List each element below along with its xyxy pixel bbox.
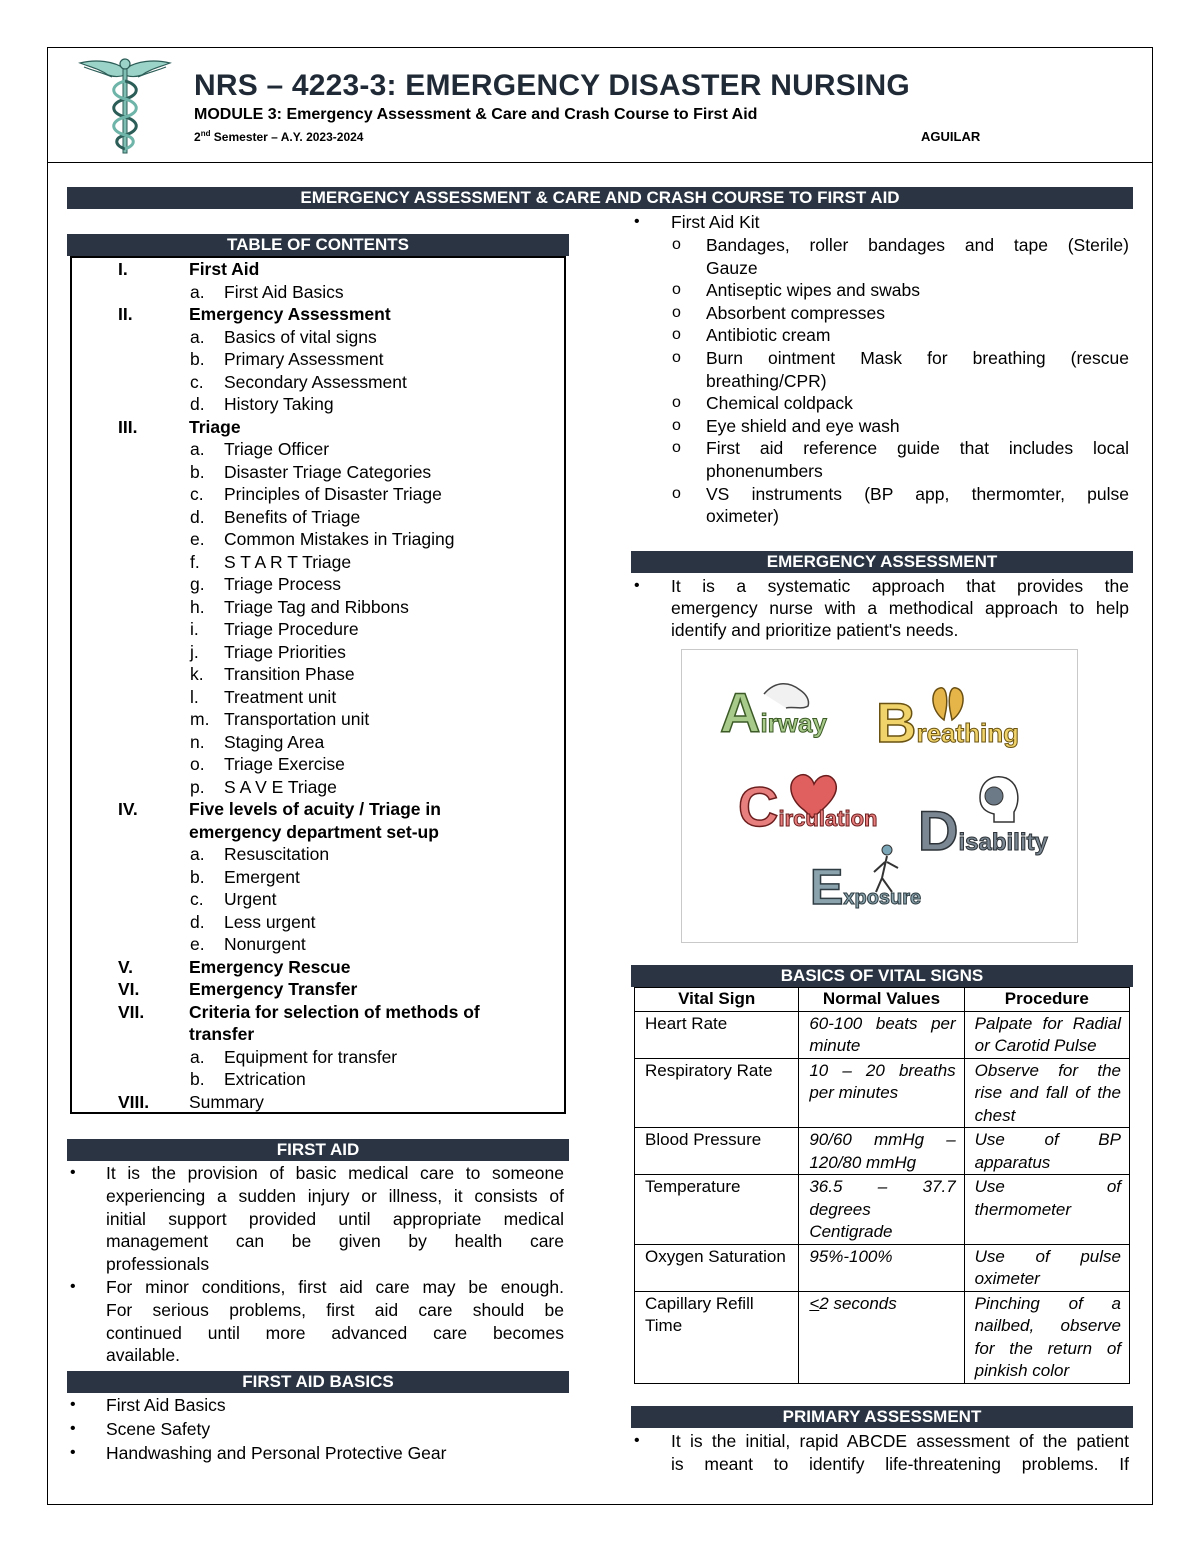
toc-entry <box>72 303 564 325</box>
list-item: VS instruments (BP app, thermomter, pulse <box>706 483 1129 504</box>
list-item: Handwashing and Personal Protective Gear <box>106 1443 447 1463</box>
toc-entry <box>72 888 564 910</box>
toc-number: I. <box>118 259 128 279</box>
toc-entry <box>72 281 564 303</box>
toc-subsection: S A V E Triage <box>224 776 337 797</box>
table-row <box>635 1244 1130 1291</box>
toc-number: VI. <box>118 979 140 999</box>
list-item: First aid reference guide that includes local <box>706 438 1129 459</box>
circle-bullet-icon: o <box>672 484 681 502</box>
toc-letter: a. <box>190 844 205 864</box>
normal-value-cell: 10 – 20 breaths per minutes <box>799 1058 964 1128</box>
table-header-row <box>635 988 1130 1012</box>
primary-assessment-line: It is the initial, rapid ABCDE assessment of the patient <box>671 1431 1129 1451</box>
toc-section-title: Emergency Transfer <box>189 979 358 999</box>
normal-value-cell: 95%-100% <box>799 1244 964 1291</box>
toc-entry <box>72 438 564 460</box>
toc-subsection: Equipment for transfer <box>224 1046 398 1067</box>
first-aid-heading: FIRST AID <box>67 1139 569 1161</box>
bullet-icon: • <box>634 1432 640 1449</box>
toc-entry <box>72 798 564 820</box>
toc-letter: a. <box>190 1046 205 1067</box>
toc-heading: TABLE OF CONTENTS <box>67 234 569 256</box>
table-row <box>635 1291 1130 1383</box>
toc-subsection: Urgent <box>224 889 277 909</box>
toc-letter: p. <box>190 776 205 797</box>
toc-entry <box>72 911 564 933</box>
toc-letter: f. <box>190 551 200 572</box>
toc-entry <box>72 641 564 663</box>
vital-sign-cell: Heart Rate <box>635 1011 799 1058</box>
list-item: breathing/CPR) <box>706 370 827 391</box>
toc-letter: h. <box>190 596 205 617</box>
circle-bullet-icon: o <box>672 416 681 434</box>
toc-letter: n. <box>190 731 205 752</box>
toc-letter: c. <box>190 889 204 909</box>
toc-entry <box>72 258 564 280</box>
emergency-assessment-line: It is a systematic approach that provides the <box>671 576 1129 596</box>
toc-entry <box>72 551 564 573</box>
circle-bullet-icon: o <box>672 236 681 253</box>
circle-bullet-icon: o <box>672 326 681 344</box>
list-item: First Aid Basics <box>106 1395 226 1415</box>
toc-section-title: Summary <box>189 1091 264 1112</box>
toc-entry <box>72 866 564 888</box>
procedure-cell: Palpate for Radial or Carotid Pulse <box>964 1011 1129 1058</box>
toc-subsection: Triage Procedure <box>224 619 359 639</box>
toc-subsection: Primary Assessment <box>224 349 384 369</box>
toc-letter: d. <box>190 394 205 414</box>
circle-bullet-icon: o <box>672 439 681 457</box>
bullet-icon: • <box>70 1396 76 1413</box>
toc-entry <box>72 1023 564 1045</box>
toc-subsection: Treatment unit <box>224 686 337 707</box>
toc-entry <box>72 731 564 753</box>
toc-subsection: Triage Tag and Ribbons <box>224 596 409 617</box>
toc-entry <box>72 1068 564 1090</box>
toc-entry <box>72 956 564 978</box>
list-item: phonenumbers <box>706 461 823 481</box>
bullet-icon: • <box>70 1420 76 1437</box>
bullet-icon: • <box>70 1278 76 1295</box>
toc-subsection: S T A R T Triage <box>224 551 352 572</box>
primary-assessment-line: is meant to identify life-threatening problems. If <box>671 1453 1129 1474</box>
toc-letter: k. <box>190 664 204 684</box>
first-aid-line: experiencing a sudden injury or illness, it consists of <box>106 1185 564 1206</box>
toc-subsection: Triage Officer <box>224 439 330 459</box>
toc-letter: a. <box>190 326 205 347</box>
header-divider <box>47 162 1153 163</box>
vital-sign-cell: Oxygen Saturation <box>635 1244 799 1291</box>
airway-label: Airway <box>720 681 827 744</box>
exposure-label: Exposure <box>810 859 922 915</box>
disability-label: Disability <box>918 799 1048 862</box>
toc-subsection: Triage Priorities <box>224 641 346 662</box>
list-item: Chemical coldpack <box>706 393 853 414</box>
toc-letter: b. <box>190 461 205 482</box>
toc-letter: e. <box>190 934 205 954</box>
procedure-cell: Use of pulse oximeter <box>964 1244 1129 1291</box>
toc-letter: i. <box>190 619 199 639</box>
procedure-cell: Use of thermometer <box>964 1175 1129 1245</box>
circulation-label: Circulation <box>738 775 878 838</box>
list-item: Eye shield and eye wash <box>706 415 900 436</box>
emergency-assessment-heading: EMERGENCY ASSESSMENT <box>631 551 1133 573</box>
module-subtitle: MODULE 3: Emergency Assessment & Care and Crash Course to First Aid <box>194 106 758 123</box>
toc-subsection: Triage Exercise <box>224 754 345 774</box>
toc-section-title: Criteria for selection of methods of <box>189 1001 480 1022</box>
toc-subsection: Triage Process <box>224 574 342 594</box>
toc-entry <box>72 708 564 730</box>
toc-subsection: Transition Phase <box>224 664 355 684</box>
first-aid-line: management can be given by health care <box>106 1231 564 1252</box>
table-row <box>635 1011 1130 1058</box>
toc-letter: d. <box>190 911 205 932</box>
list-item: Absorbent compresses <box>706 302 885 323</box>
list-item: oximeter) <box>706 506 779 527</box>
column-header: Procedure <box>964 988 1129 1012</box>
bullet-icon: • <box>70 1444 76 1461</box>
toc-section-title: Triage <box>189 416 241 437</box>
list-item: Antiseptic wipes and swabs <box>706 280 920 301</box>
toc-entry <box>72 933 564 955</box>
toc-entry <box>72 393 564 415</box>
author-name: AGUILAR <box>921 129 981 144</box>
toc-section-title: Emergency Assessment <box>189 304 391 324</box>
list-item: Bandages, roller bandages and tape (Sterile) <box>706 235 1129 255</box>
bullet-icon: • <box>634 213 640 230</box>
vital-sign-cell: Blood Pressure <box>635 1128 799 1175</box>
normal-value-cell: 36.5 – 37.7 degrees Centigrade <box>799 1175 964 1245</box>
bullet-icon: • <box>70 1164 76 1181</box>
toc-subsection: First Aid Basics <box>224 281 344 302</box>
toc-letter: c. <box>190 371 204 392</box>
toc-subsection: Extrication <box>224 1069 306 1089</box>
toc-entry <box>72 506 564 528</box>
toc-section-title: transfer <box>189 1024 255 1044</box>
abcde-illustration <box>681 649 1078 943</box>
toc-letter: c. <box>190 484 204 504</box>
toc-entry <box>72 371 564 393</box>
toc-number: VIII. <box>118 1091 150 1112</box>
toc-section-title: Five levels of acuity / Triage in <box>189 799 441 819</box>
toc-subsection: Staging Area <box>224 731 325 752</box>
toc-subsection: Disaster Triage Categories <box>224 461 432 482</box>
list-item: Burn ointment Mask for breathing (rescue <box>706 348 1129 368</box>
toc-entry <box>72 528 564 550</box>
document-title: NRS – 4223-3: EMERGENCY DISASTER NURSING <box>194 69 910 102</box>
toc-entry <box>72 573 564 595</box>
normal-value-cell: 60-100 beats per minute <box>799 1011 964 1058</box>
first-aid-line: available. <box>106 1345 180 1366</box>
toc-section-title: Emergency Rescue <box>189 956 351 977</box>
circle-bullet-icon: o <box>672 281 681 299</box>
toc-letter: a. <box>190 281 205 302</box>
breathing-label: Breathing <box>876 691 1020 754</box>
emergency-assessment-line: identify and prioritize patient's needs. <box>671 620 959 640</box>
normal-value-cell: 90/60 mmHg – 120/80 mmHg <box>799 1128 964 1175</box>
toc-entry <box>72 1091 564 1113</box>
first-aid-line: For serious problems, first aid care should be <box>106 1299 564 1320</box>
toc-subsection: Less urgent <box>224 911 316 932</box>
toc-subsection: Benefits of Triage <box>224 506 361 527</box>
first-aid-line: professionals <box>106 1254 210 1275</box>
circle-bullet-icon: o <box>672 394 681 412</box>
primary-assessment-heading: PRIMARY ASSESSMENT <box>631 1406 1133 1428</box>
vital-signs-heading: BASICS OF VITAL SIGNS <box>631 965 1133 987</box>
toc-subsection: Secondary Assessment <box>224 371 407 392</box>
toc-letter: o. <box>190 754 205 774</box>
toc-subsection: Resuscitation <box>224 844 330 864</box>
toc-letter: m. <box>190 709 210 729</box>
toc-entry <box>72 843 564 865</box>
toc-subsection: Transportation unit <box>224 709 370 729</box>
first-aid-line: continued until more advanced care becomes <box>106 1322 564 1343</box>
toc-letter: a. <box>190 439 205 459</box>
toc-subsection: Common Mistakes in Triaging <box>224 529 455 549</box>
toc-entry <box>72 618 564 640</box>
toc-entry <box>72 776 564 798</box>
list-item: Antibiotic cream <box>706 325 831 346</box>
toc-subsection: Basics of vital signs <box>224 326 377 347</box>
toc-entry <box>72 326 564 348</box>
toc-letter: g. <box>190 574 205 594</box>
toc-entry <box>72 483 564 505</box>
toc-entry <box>72 1046 564 1068</box>
table-row <box>635 1058 1130 1128</box>
toc-section-title: emergency department set-up <box>189 821 439 842</box>
normal-value-cell: <2 seconds <box>799 1291 964 1383</box>
circle-bullet-icon: o <box>672 349 681 366</box>
vital-sign-cell: Capillary Refill Time <box>635 1291 799 1383</box>
toc-letter: b. <box>190 349 205 369</box>
caduceus-icon <box>78 55 172 157</box>
column-header: Vital Sign <box>635 988 799 1012</box>
toc-entry <box>72 348 564 370</box>
toc-subsection: Nonurgent <box>224 934 306 954</box>
toc-letter: d. <box>190 506 205 527</box>
procedure-cell: Use of BP apparatus <box>964 1128 1129 1175</box>
toc-letter: j. <box>190 641 199 662</box>
toc-subsection: History Taking <box>224 394 334 414</box>
toc-subsection: Emergent <box>224 866 300 887</box>
circle-bullet-icon: o <box>672 303 681 321</box>
bullet-icon: • <box>634 577 640 594</box>
table-row <box>635 1128 1130 1175</box>
list-item: Gauze <box>706 257 758 278</box>
table-of-contents <box>70 256 566 1114</box>
column-header: Normal Values <box>799 988 964 1012</box>
procedure-cell: Observe for the rise and fall of the chest <box>964 1058 1129 1128</box>
toc-entry <box>72 1001 564 1023</box>
toc-entry <box>72 416 564 438</box>
toc-number: V. <box>118 956 133 977</box>
vital-sign-cell: Temperature <box>635 1175 799 1245</box>
vital-signs-table <box>634 987 1130 1384</box>
main-section-banner: EMERGENCY ASSESSMENT & CARE AND CRASH COURSE TO FIRST AID <box>67 187 1133 209</box>
toc-letter: b. <box>190 866 205 887</box>
toc-number: IV. <box>118 799 138 819</box>
semester-line: 2nd Semester – A.Y. 2023-2024 <box>194 129 364 144</box>
toc-number: III. <box>118 416 138 437</box>
toc-entry <box>72 821 564 843</box>
table-row <box>635 1175 1130 1245</box>
first-aid-line: For minor conditions, first aid care may be enough. <box>106 1277 564 1297</box>
toc-number: VII. <box>118 1001 145 1022</box>
toc-entry <box>72 686 564 708</box>
first-aid-line: initial support provided until appropriate medical <box>106 1208 564 1229</box>
toc-letter: b. <box>190 1069 205 1089</box>
toc-entry <box>72 753 564 775</box>
toc-letter: l. <box>190 686 199 707</box>
emergency-assessment-line: emergency nurse with a methodical approach to help <box>671 598 1129 618</box>
toc-entry <box>72 461 564 483</box>
first-aid-line: It is the provision of basic medical care to someone <box>106 1163 564 1183</box>
toc-section-title: First Aid <box>189 259 260 279</box>
list-item: Scene Safety <box>106 1419 211 1439</box>
first-aid-kit-label: First Aid Kit <box>671 212 760 232</box>
procedure-cell: Pinching of a nailbed, observe for the return of pinkish color <box>964 1291 1129 1383</box>
toc-entry <box>72 978 564 1000</box>
toc-number: II. <box>118 304 133 324</box>
toc-letter: e. <box>190 529 205 549</box>
toc-entry <box>72 663 564 685</box>
vital-sign-cell: Respiratory Rate <box>635 1058 799 1128</box>
first-aid-basics-heading: FIRST AID BASICS <box>67 1371 569 1393</box>
toc-entry <box>72 596 564 618</box>
toc-subsection: Principles of Disaster Triage <box>224 484 442 504</box>
